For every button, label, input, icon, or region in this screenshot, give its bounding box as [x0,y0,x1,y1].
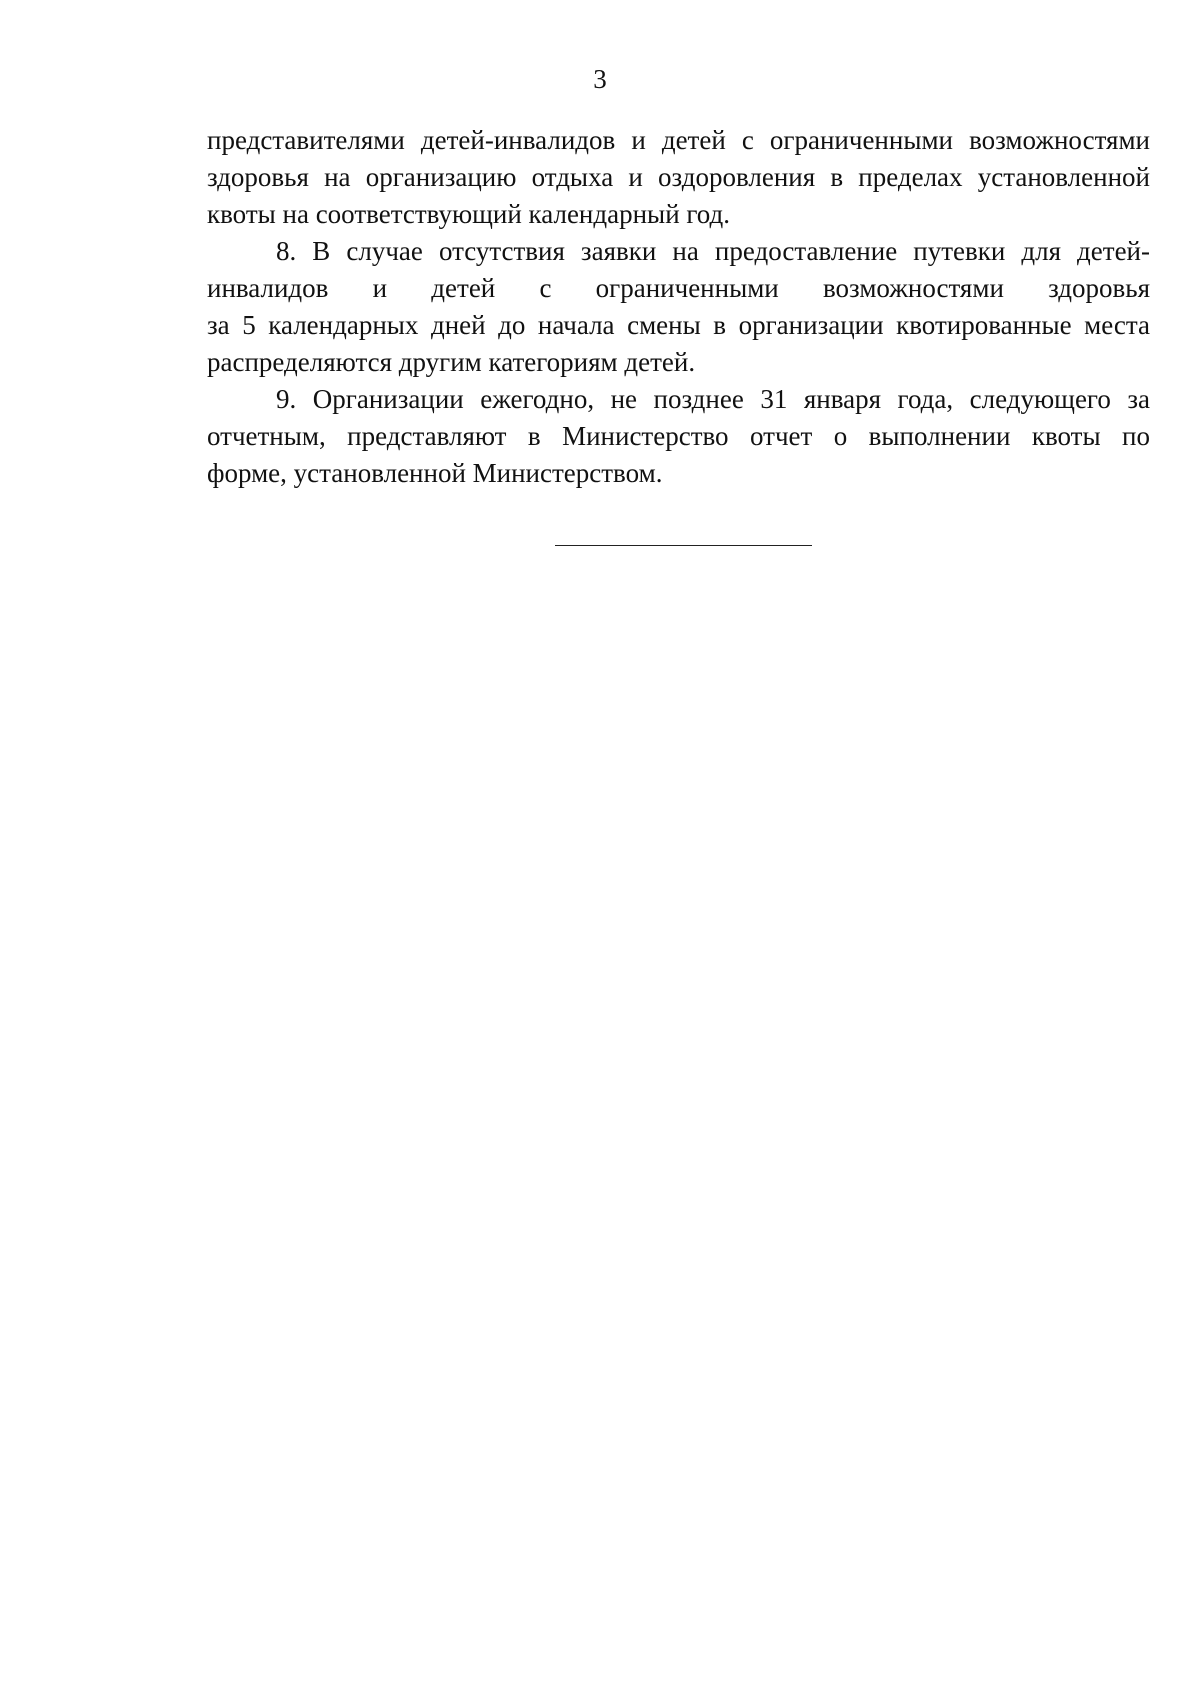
text-line: отчетным, представляют в Министерство отчет о выполнении квоты по [207,421,1150,451]
end-of-document-rule [555,545,812,546]
text-line: форме, установленной Министерством. [207,458,663,488]
text-line: за 5 календарных дней до начала смены в организации квотированные места [207,310,1150,340]
text-line: здоровья на организацию отдыха и оздоровления в пределах установленной [207,162,1150,192]
page-number: 3 [593,64,607,94]
paragraph-item-9 [207,381,1150,492]
paragraph-continuation [207,122,1150,233]
text-line: квоты на соответствующий календарный год. [207,199,731,229]
text-line: распределяются другим категориям детей. [207,347,696,377]
text-line: 9. Организации ежегодно, не позднее 31 января года, следующего за [276,384,1150,414]
document-body [207,122,1150,492]
text-line: представителями детей-инвалидов и детей с ограниченными возможностями [207,125,1150,155]
paragraph-item-8 [207,233,1150,381]
text-line: инвалидов и детей с ограниченными возможностями здоровья [207,273,1150,303]
text-line: 8. В случае отсутствия заявки на предоставление путевки для детей- [276,236,1150,266]
